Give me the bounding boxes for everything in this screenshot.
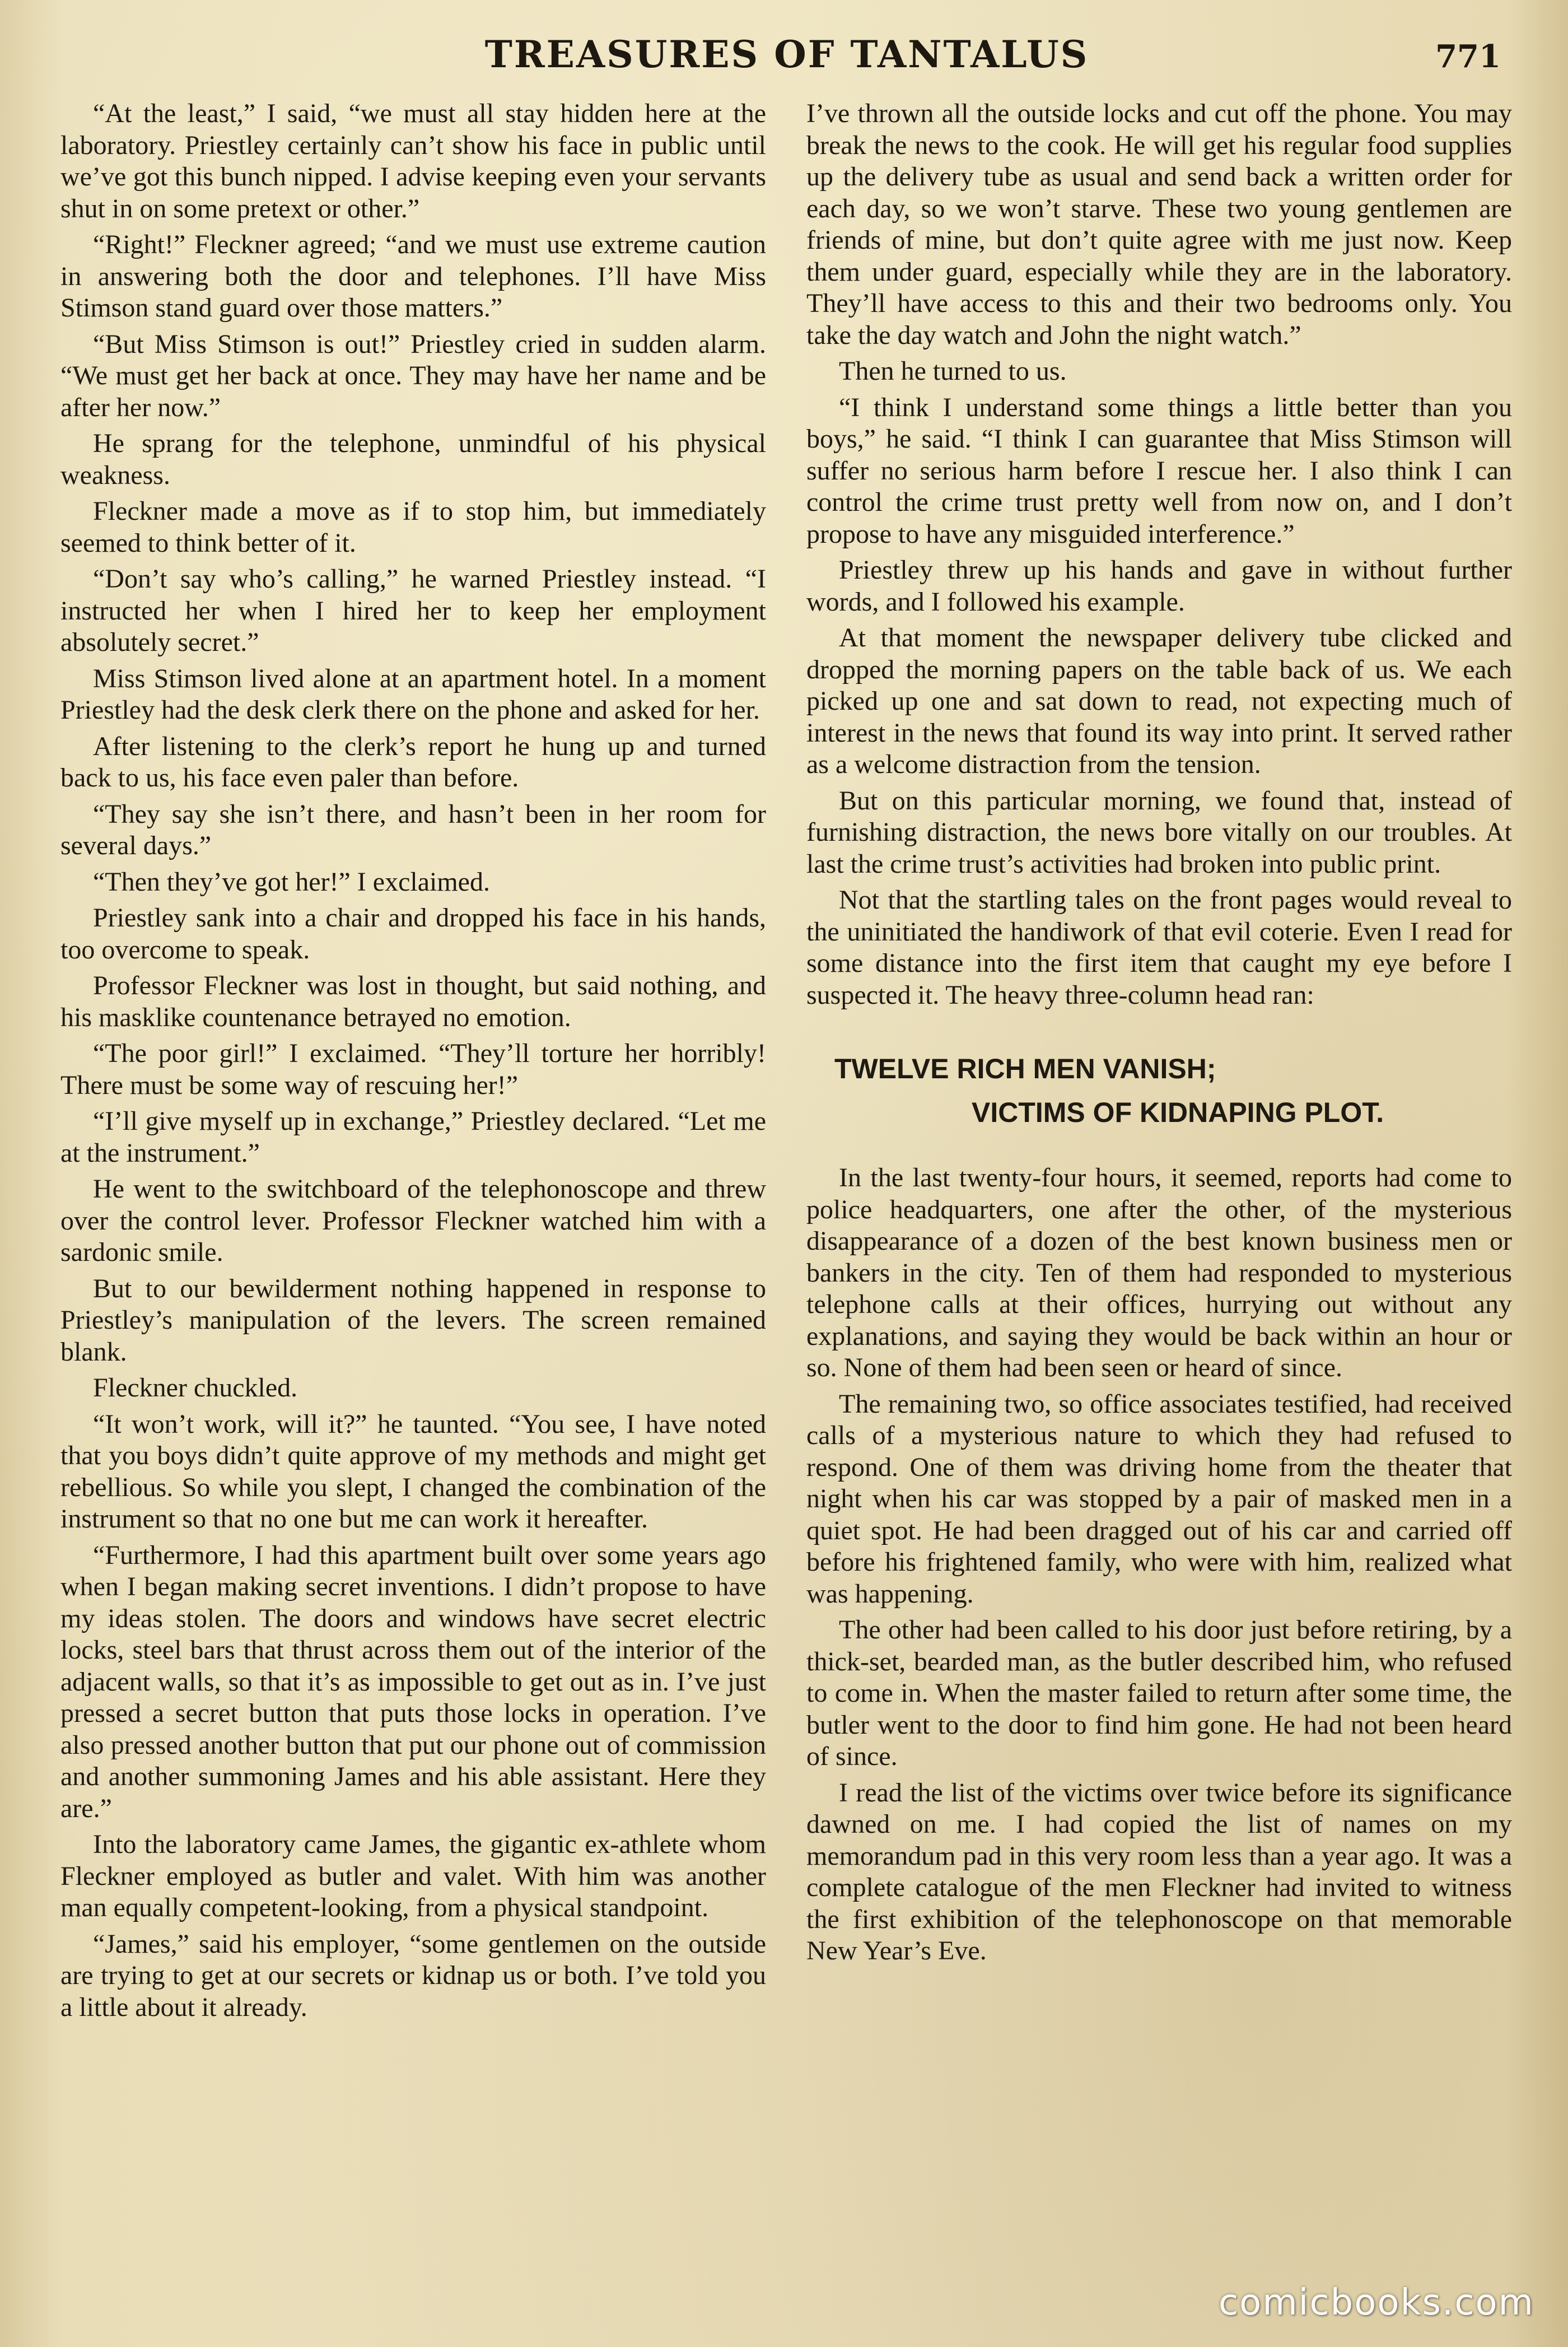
paragraph: But to our bewilderment nothing happened in response to Priestley’s manipulation of the levers. The screen remained blank. — [60, 1273, 766, 1367]
paragraph: Not that the startling tales on the front pages would reveal to the uninitiated the handiwork of that evil coterie. Even I read for some distance into the first item that caught my eye before I suspected it. The heavy three-column head ran: — [806, 885, 1512, 1010]
paragraph: Fleckner chuckled. — [93, 1373, 298, 1403]
paragraph: “Then they’ve got her!” I exclaimed. — [93, 867, 490, 897]
paragraph: He went to the switchboard of the telephonoscope and threw over the control lever. Professor Fleckner watched him with a sardonic smile. — [60, 1174, 766, 1267]
paragraph: “But Miss Stimson is out!” Priestley cried in sudden alarm. “We must get her back at once. They may have her name and be after her now.” — [60, 329, 766, 422]
paragraph: But on this particular morning, we found that, instead of furnishing distraction, the news bore vitally on our troubles. At last the crime trust’s activities had broken into public print. — [806, 785, 1512, 879]
paragraph: In the last twenty-four hours, it seemed, reports had come to police headquarters, one after the other, of the mysterious disappearance of a dozen of the best known business men or bankers in the city. Ten of them had responded to mysterious telephone calls at their offices, hurrying out without any explanations, and saying they would be back within an hour or so. None of them had been seen or heard of since. — [806, 1163, 1512, 1382]
paragraph: The other had been called to his door just before retiring, by a thick-set, bearded man, as the butler described him, who refused to come in. When the master failed to return after some time, the butler went to the door to find him gone. He had not been heard of since. — [806, 1615, 1512, 1771]
paragraph: “At the least,” I said, “we must all stay hidden here at the laboratory. Priestley certainly can’t show his face in public until we’ve got this bunch nipped. I advise keeping even your servants shut in on some pretext or other.” — [60, 99, 766, 223]
paragraph: “They say she isn’t there, and hasn’t been in her room for several days.” — [60, 799, 766, 860]
paragraph: He sprang for the telephone, unmindful of his physical weakness. — [60, 429, 766, 490]
paragraph: Then he turned to us. — [839, 356, 1067, 386]
paragraph: Fleckner made a move as if to stop him, but immediately seemed to think better of it. — [60, 496, 766, 558]
paragraph: “I’ll give myself up in exchange,” Priestley declared. “Let me at the instrument.” — [60, 1106, 766, 1168]
paragraph: “Furthermore, I had this apartment built over some years ago when I began making secret inventions. I didn’t propose to have my ideas stolen. The doors and windows have secret electric locks, steel bars that thrust across them out of the interior of the adjacent walls, so that it’s as impossible to get out as in. I’ve just pressed a secret button that puts those locks in operation. I’ve also pressed another button that put our phone out of commission and another summoning James and his able assistant. Here they are.” — [60, 1540, 766, 1823]
site-watermark: comicbooks.com — [1218, 2282, 1534, 2323]
paragraph: I read the list of the victims over twice before its significance dawned on me. I had copied the list of names on my memorandum pad in this very room less than a year ago. It was a complete catalogue of the men Fleckner had invited to witness the first exhibition of the telephonoscope on that memorable New Year’s Eve. — [806, 1777, 1512, 1966]
right-column — [806, 98, 1512, 2294]
paragraph: Into the laboratory came James, the gigantic ex-athlete whom Fleckner employed as butler and valet. With him was another man equally competent-looking, from a physical standpoint. — [60, 1829, 766, 1922]
paragraph: Miss Stimson lived alone at an apartment hotel. In a moment Priestley had the desk clerk there on the phone and asked for her. — [60, 663, 766, 725]
page-header — [62, 32, 1512, 94]
paragraph: The remaining two, so office associates testified, had received calls of a mysterious nature to which they had refused to respond. One of them was driving home from the theater that night when his car was stopped by a pair of masked men in a quiet spot. He had been dragged out of his car and carried off before his frightened family, who were with him, realized what was happening. — [806, 1389, 1512, 1609]
paragraph: “Don’t say who’s calling,” he warned Priestley instead. “I instructed her when I hired her to keep her employment absolutely secret.” — [60, 564, 766, 657]
running-head: TREASURES OF TANTALUS — [484, 32, 1089, 76]
paragraph: After listening to the clerk’s report he hung up and turned back to us, his face even paler than before. — [60, 731, 766, 793]
paragraph: “James,” said his employer, “some gentlemen on the outside are trying to get at our secrets or kidnap us or both. I’ve told you a little about it already. — [60, 1929, 766, 2022]
left-column — [60, 98, 766, 2294]
paragraph: I’ve thrown all the outside locks and cut off the phone. You may break the news to the cook. He will get his regular food supplies up the delivery tube as usual and send back a written order for each day, so we won’t starve. These two young gentlemen are friends of mine, but don’t quite agree with me just now. Keep them under guard, especially while they are in the laboratory. They’ll have access to this and their two bedrooms only. You take the day watch and John the night watch.” — [806, 99, 1512, 350]
paragraph: Priestley threw up his hands and gave in without further words, and I followed his example. — [806, 555, 1512, 617]
headline-line-2: VICTIMS OF KIDNAPING PLOT. — [972, 1097, 1384, 1128]
page-number: 771 — [1435, 38, 1501, 75]
paragraph: “The poor girl!” I exclaimed. “They’ll torture her horribly! There must be some way of rescuing her!” — [60, 1039, 766, 1100]
paragraph: “Right!” Fleckner agreed; “and we must use extreme caution in answering both the door and telephones. I’ll have Miss Stimson stand guard over those matters.” — [60, 230, 766, 323]
paragraph: “I think I understand some things a little better than you boys,” he said. “I think I can guarantee that Miss Stimson will suffer no serious harm before I rescue her. I also think I can control the crime trust pretty well from now on, and I don’t propose to have any misguided interference.” — [806, 392, 1512, 549]
paragraph: “It won’t work, will it?” he taunted. “You see, I have noted that you boys didn’t quite approve of my methods and might get rebellious. So while you slept, I changed the combination of the instrument so that no one but me can work it hereafter. — [60, 1409, 766, 1534]
paragraph: Professor Fleckner was lost in thought, but said nothing, and his masklike countenance betrayed no emotion. — [60, 971, 766, 1032]
paragraph: At that moment the newspaper delivery tube clicked and dropped the morning papers on the table back of us. We each picked up one and sat down to read, not expecting much of interest in the news that found its way into print. It served rather as a welcome distraction from the tension. — [806, 623, 1512, 779]
headline-line-1: TWELVE RICH MEN VANISH; — [834, 1053, 1216, 1084]
paragraph: Priestley sank into a chair and dropped his face in his hands, too overcome to speak. — [60, 903, 766, 965]
newspaper-headline — [806, 1047, 1512, 1134]
